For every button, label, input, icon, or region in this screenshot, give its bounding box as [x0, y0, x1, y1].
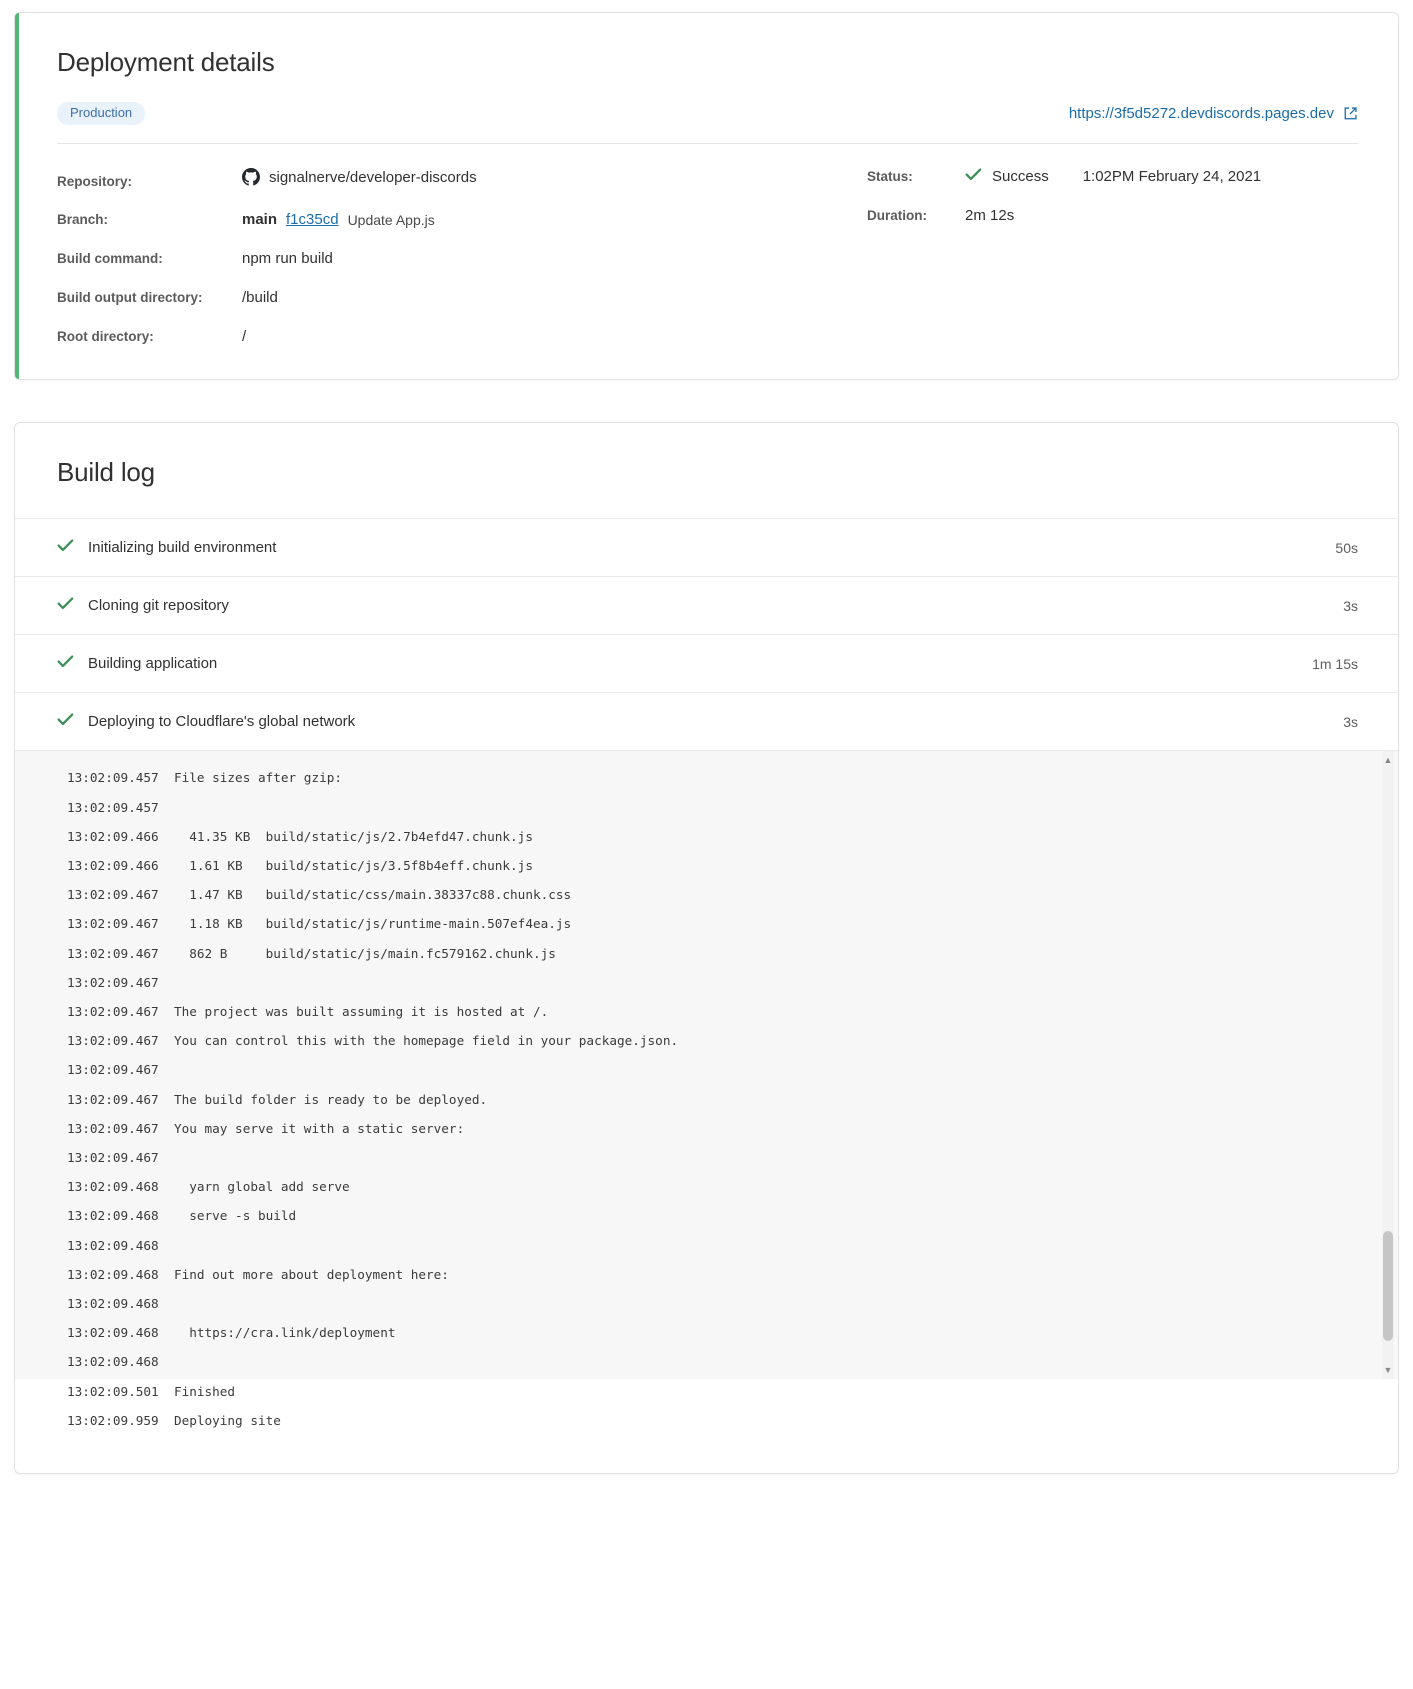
log-message: https://cra.link/deployment	[158, 1325, 396, 1341]
log-message: serve -s build	[158, 1208, 297, 1224]
build-command-value: npm run build	[242, 250, 333, 268]
log-line	[15, 1347, 1398, 1376]
build-output-value: /build	[242, 289, 278, 307]
log-timestamp: 13:02:09.468	[67, 1208, 159, 1224]
log-line	[15, 822, 1398, 851]
log-message: The build folder is ready to be deployed.	[158, 1091, 488, 1107]
log-message: Finished	[158, 1383, 236, 1399]
branch-value	[242, 211, 435, 228]
details-grid	[57, 144, 1358, 345]
log-message: Find out more about deployment here:	[158, 1266, 449, 1282]
badge-row	[57, 102, 1358, 144]
github-icon	[242, 168, 260, 186]
log-timestamp: 13:02:09.468	[67, 1266, 159, 1282]
scroll-up-arrow-icon[interactable]: ▲	[1383, 755, 1393, 766]
build-step-duration: 50s	[1335, 539, 1358, 556]
build-step-left	[57, 597, 229, 614]
log-timestamp: 13:02:09.467	[67, 1120, 159, 1136]
details-right-column	[857, 168, 1358, 345]
check-icon	[965, 168, 982, 185]
commit-hash-link[interactable]: f1c35cd	[286, 211, 339, 229]
scrollbar-thumb[interactable]	[1383, 1231, 1393, 1341]
log-timestamp: 13:02:09.467	[67, 974, 159, 990]
field-branch	[57, 211, 857, 228]
log-message: yarn global add serve	[158, 1179, 350, 1195]
log-line	[15, 1143, 1398, 1172]
site-url-link[interactable]	[1069, 105, 1358, 122]
status-timestamp: 1:02PM February 24, 2021	[1082, 168, 1262, 186]
log-line	[15, 1406, 1398, 1435]
field-repository	[57, 168, 857, 189]
log-message: File sizes after gzip:	[158, 770, 342, 786]
log-message	[159, 975, 174, 990]
root-directory-label: Root directory:	[57, 329, 154, 345]
log-message: 862 B build/static/js/main.fc579162.chunk.js	[158, 945, 556, 961]
log-timestamp: 13:02:09.466	[67, 828, 159, 844]
repository-name: signalnerve/developer-discords	[269, 168, 477, 186]
log-line	[15, 968, 1398, 997]
log-line	[15, 1377, 1398, 1406]
log-line	[15, 880, 1398, 909]
log-timestamp: 13:02:09.468	[67, 1325, 159, 1341]
build-step-label: Cloning git repository	[88, 597, 229, 615]
log-message	[159, 800, 174, 815]
environment-badge: Production	[57, 102, 145, 125]
build-output-label: Build output directory:	[57, 290, 203, 306]
log-message	[159, 1354, 174, 1369]
duration-label: Duration:	[867, 208, 927, 224]
site-url-text: https://3f5d5272.devdiscords.pages.dev	[1068, 105, 1334, 123]
check-icon	[57, 539, 74, 556]
log-line	[15, 793, 1398, 822]
log-timestamp: 13:02:09.467	[67, 1033, 159, 1049]
log-message: You can control this with the homepage field in your package.json.	[158, 1033, 679, 1049]
build-step-left	[57, 713, 355, 730]
commit-message: Update App.js	[347, 211, 435, 228]
repository-label: Repository:	[57, 174, 133, 190]
build-step-label: Deploying to Cloudflare's global network	[88, 713, 356, 731]
build-log-title: Build log	[57, 457, 155, 488]
deployment-details-card	[14, 12, 1399, 380]
log-timestamp: 13:02:09.457	[67, 799, 159, 815]
build-log-card	[14, 422, 1399, 1474]
duration-value: 2m 12s	[965, 207, 1015, 225]
log-timestamp: 13:02:09.468	[67, 1354, 159, 1370]
log-message	[159, 1238, 174, 1253]
build-step[interactable]	[15, 576, 1398, 634]
field-build-command	[57, 250, 857, 267]
log-line	[15, 909, 1398, 938]
log-line	[15, 997, 1398, 1026]
log-timestamp: 13:02:09.467	[67, 1003, 159, 1019]
log-line	[15, 1085, 1398, 1114]
status-badge	[965, 168, 1261, 185]
field-duration	[867, 207, 1358, 224]
log-message: 41.35 KB build/static/js/2.7b4efd47.chunk.js	[158, 828, 533, 844]
log-timestamp: 13:02:09.467	[67, 887, 159, 903]
field-build-output-directory	[57, 289, 857, 306]
build-command-label: Build command:	[57, 251, 163, 267]
build-step[interactable]	[15, 634, 1398, 692]
log-message: You may serve it with a static server:	[158, 1120, 465, 1136]
build-steps-list	[15, 518, 1398, 750]
log-timestamp: 13:02:09.467	[67, 1091, 159, 1107]
log-message: 1.18 KB build/static/js/runtime-main.507ef4ea.js	[158, 916, 572, 932]
external-link-icon	[1343, 106, 1358, 121]
log-timestamp: 13:02:09.467	[67, 916, 159, 932]
log-line	[15, 1114, 1398, 1143]
build-step[interactable]	[15, 518, 1398, 576]
log-message	[159, 1296, 174, 1311]
log-message: 1.61 KB build/static/js/3.5f8b4eff.chunk.js	[158, 857, 533, 873]
log-line	[15, 1318, 1398, 1347]
log-timestamp: 13:02:09.457	[67, 770, 159, 786]
check-icon	[57, 597, 74, 614]
log-timestamp: 13:02:09.467	[67, 945, 159, 961]
build-log-output[interactable]	[15, 751, 1398, 1428]
root-directory-value: /	[242, 328, 247, 346]
branch-name: main	[242, 211, 278, 229]
build-step-left	[57, 655, 217, 672]
log-line	[15, 1201, 1398, 1230]
log-line	[15, 939, 1398, 968]
log-line	[15, 851, 1398, 880]
log-timestamp: 13:02:09.468	[67, 1295, 159, 1311]
log-timestamp: 13:02:09.467	[67, 1062, 159, 1078]
log-line	[15, 763, 1398, 792]
branch-label: Branch:	[57, 212, 109, 228]
build-step-left	[57, 539, 276, 556]
build-step-duration: 3s	[1343, 713, 1358, 730]
build-step-label: Initializing build environment	[88, 539, 277, 557]
field-root-directory	[57, 328, 857, 345]
log-message	[159, 1150, 174, 1165]
log-timestamp: 13:02:09.501	[67, 1383, 159, 1399]
build-log-terminal-wrapper	[15, 750, 1398, 1428]
build-step-duration: 3s	[1343, 597, 1358, 614]
log-message: Deploying site	[158, 1412, 281, 1428]
log-line	[15, 1231, 1398, 1260]
log-line	[15, 1026, 1398, 1055]
log-line	[15, 1289, 1398, 1318]
build-step-label: Building application	[88, 655, 218, 673]
log-timestamp: 13:02:09.467	[67, 1149, 159, 1165]
log-line	[15, 1055, 1398, 1084]
check-icon	[57, 655, 74, 672]
status-label: Status:	[867, 169, 913, 185]
build-step-duration: 1m 15s	[1312, 655, 1358, 672]
details-left-column	[57, 168, 857, 345]
status-text: Success	[992, 168, 1049, 186]
log-timestamp: 13:02:09.959	[67, 1412, 159, 1428]
log-line	[15, 1260, 1398, 1289]
log-message	[159, 1062, 174, 1077]
log-timestamp: 13:02:09.468	[67, 1179, 159, 1195]
log-line	[15, 1172, 1398, 1201]
repository-value	[242, 168, 477, 186]
scroll-down-arrow-icon[interactable]: ▼	[1383, 1365, 1393, 1376]
terminal-scrollbar[interactable]	[1382, 751, 1394, 1379]
page-title: Deployment details	[57, 47, 275, 77]
log-message: 1.47 KB build/static/css/main.38337c88.chunk.css	[158, 887, 572, 903]
log-message: The project was built assuming it is hosted at /.	[158, 1003, 549, 1019]
build-step[interactable]	[15, 692, 1398, 750]
field-status	[867, 168, 1358, 185]
log-timestamp: 13:02:09.466	[67, 857, 159, 873]
check-icon	[57, 713, 74, 730]
log-timestamp: 13:02:09.468	[67, 1237, 159, 1253]
